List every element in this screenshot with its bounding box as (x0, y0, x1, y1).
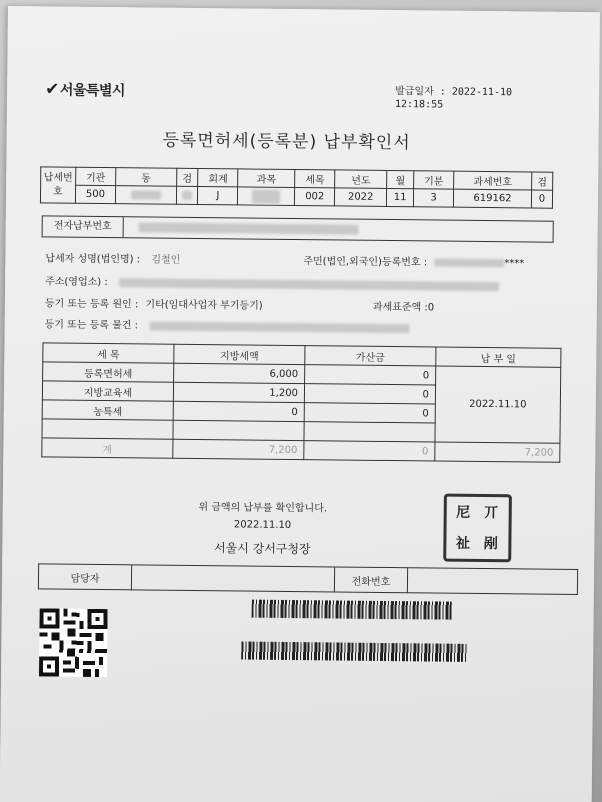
barcode-1 (252, 600, 452, 620)
barcode-2 (241, 641, 467, 661)
rrn-label: 주민(법인,외국인)등록번호 : (303, 256, 428, 269)
confirm-text: 위 금액의 납부를 확인합니다. (198, 502, 328, 515)
receipt-sheet (0, 6, 600, 802)
col-header: 납 부 일 (436, 347, 561, 367)
header-cell: 년도 (335, 170, 387, 189)
tax-number-table (40, 166, 553, 208)
confirm-date: 2022.11.10 (233, 519, 292, 531)
cause-row (45, 294, 263, 311)
value-cell: 002 (295, 188, 335, 206)
value-cell (176, 186, 198, 204)
total-row: 계 7,200 0 7,200 (42, 438, 560, 462)
header-cell: 과목 (238, 169, 295, 188)
value-cell: 619162 (453, 189, 531, 208)
header-cell: 동 (116, 168, 177, 187)
address-label: 주소(영업소) : (45, 276, 108, 289)
tax-standard-label: 과세표준액 : (372, 301, 428, 314)
taxpayer-name-label: 납세자 성명(법인명) : (45, 253, 141, 266)
header-cell: 검 (532, 172, 553, 190)
header-cell: 검 (176, 168, 198, 186)
taxpayer-name-value: 김철인 (151, 254, 181, 266)
phone-label: 전화번호 (334, 567, 407, 593)
epay-label: 전자납부번호 (43, 216, 124, 237)
electronic-payment-row (42, 215, 554, 242)
cause-label: 등기 또는 등록 원인 : (44, 298, 139, 311)
value-cell: 2022 (335, 188, 387, 207)
value-cell: 3 (414, 189, 454, 207)
col-header: 지방세액 (174, 344, 305, 364)
table-row: 지방교육세 1,200 0 (42, 381, 560, 405)
document-title: 등록면허세(등록분) 납부확인서 (162, 130, 411, 154)
object-redacted (149, 321, 409, 333)
pay-date: 2022.11.10 (435, 366, 561, 443)
amount-table (41, 342, 561, 462)
header-cell: 세목 (295, 170, 335, 188)
issue-date: 2022-11-10 (451, 86, 513, 99)
epay-number-redacted (139, 222, 359, 234)
official-seal: 尼 丌 祉 剐 (443, 494, 512, 563)
header-cell: 기관 (76, 167, 116, 185)
object-row (45, 315, 410, 334)
issue-time: 12:18:55 (394, 99, 444, 111)
value-cell: 11 (387, 188, 414, 206)
header-cell: 월 (387, 170, 414, 188)
table-row: 등록면허세 6,000 0 2022.11.10 (43, 362, 561, 386)
value-cell (115, 186, 176, 205)
rrn-mask: **** (504, 258, 525, 270)
issue-datetime (395, 85, 512, 112)
tax-standard-value: 0 (427, 302, 435, 314)
rrn-redacted (434, 258, 504, 267)
col-header: 가산금 (305, 346, 436, 366)
object-label: 등기 또는 등록 물건 : (44, 319, 139, 332)
header-cell: 회계 (198, 169, 238, 187)
value-cell: 0 (531, 190, 552, 208)
officer-table (38, 563, 578, 595)
issue-label: 발급일자 : (395, 86, 446, 98)
value-cell: J (198, 186, 238, 204)
registration-number-row (303, 252, 524, 269)
qr-code (39, 608, 108, 677)
seoul-logo-icon: ✔ (45, 79, 59, 100)
address-row (45, 272, 499, 292)
header-cell: 기분 (414, 171, 454, 189)
table-row: 농특세 0 0 (42, 400, 560, 424)
issuer-name: 서울시 강서구청장 (213, 541, 311, 557)
address-redacted (119, 278, 499, 291)
tax-number-label: 납세번호 (40, 167, 75, 203)
officer-label: 담당자 (38, 564, 131, 590)
value-cell (238, 187, 295, 206)
col-header: 세 목 (43, 343, 174, 363)
phone-value (407, 568, 577, 595)
seoul-logo (45, 79, 125, 100)
value-cell: 500 (75, 185, 115, 203)
tax-standard-row (373, 298, 434, 314)
officer-value (131, 565, 334, 592)
brand-name: 서울특별시 (59, 82, 126, 100)
cause-value: 기타(임대사업자 부기등기) (145, 299, 263, 312)
header-cell: 과세번호 (454, 171, 532, 190)
taxpayer-name-row (45, 249, 180, 265)
